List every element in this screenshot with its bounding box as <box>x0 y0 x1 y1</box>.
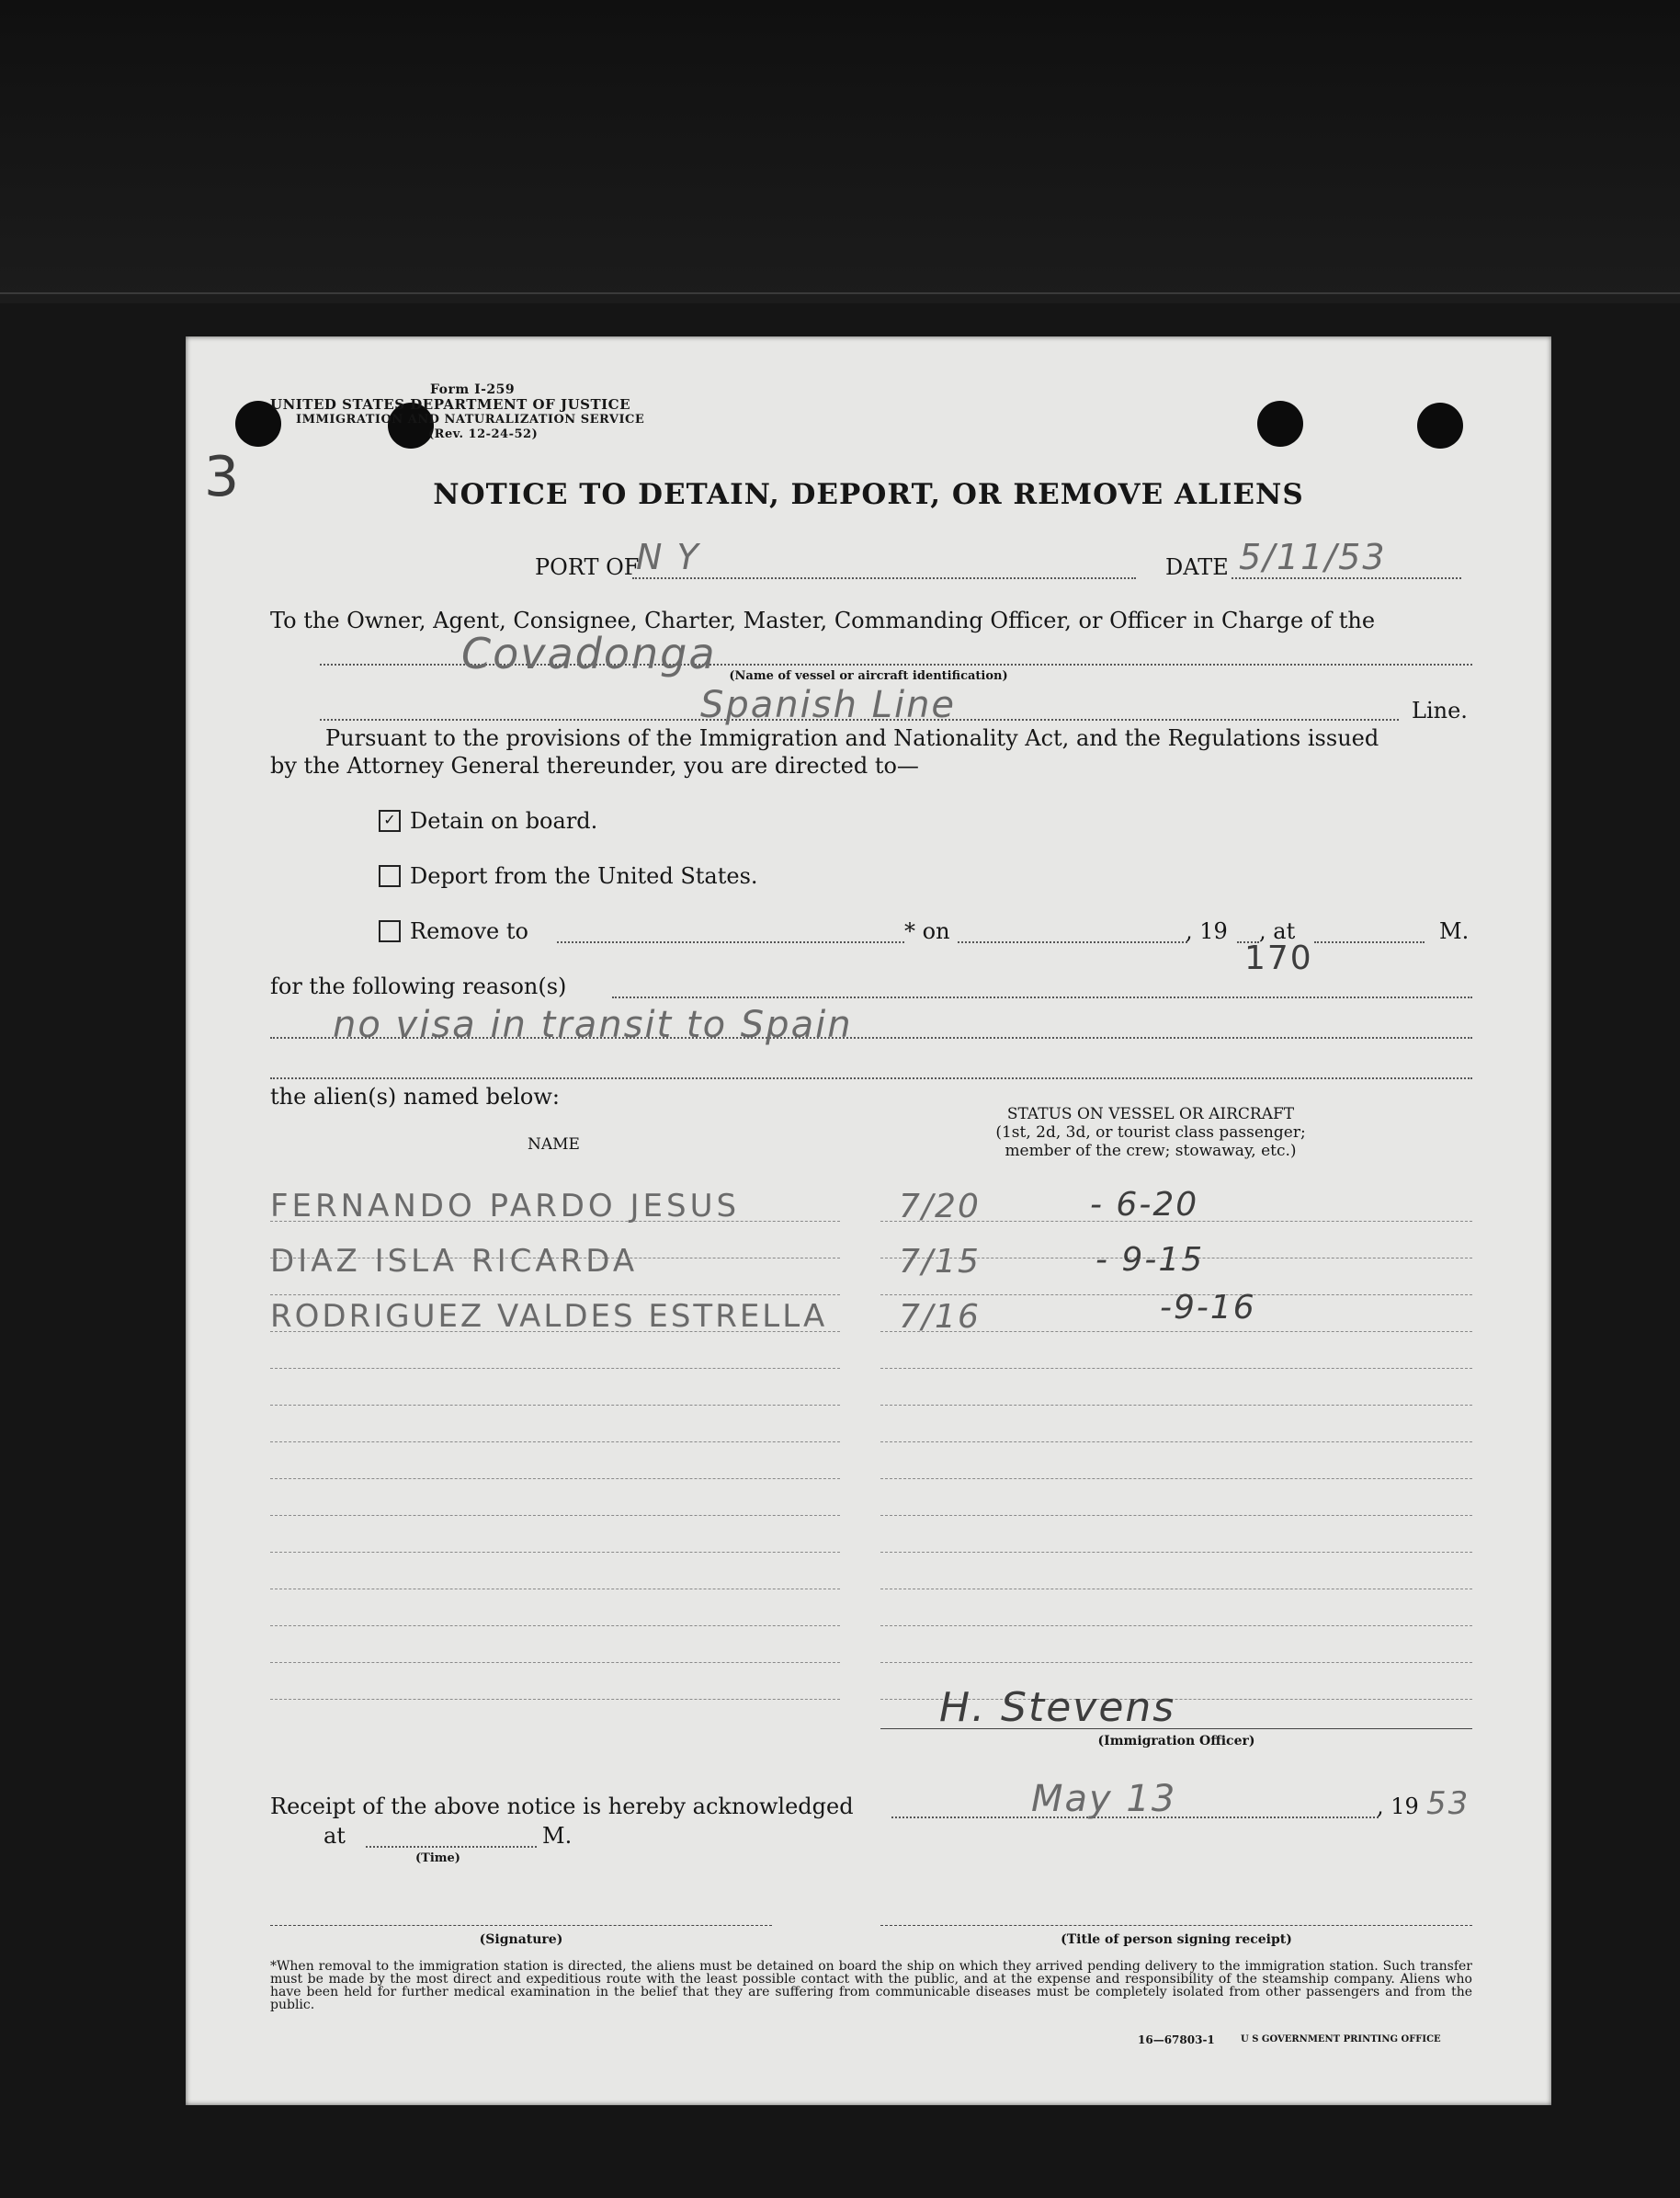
reason-value: no visa in transit to Spain <box>333 1004 853 1046</box>
alien-name-1: FERNANDO PARDO JESUS <box>270 1188 741 1224</box>
footnote: *When removal to the immigration station is directed, the aliens must be detained on board the ship on which they arrived pending delivery to the immigration station. Such transfer must be made by the most direct and expeditious route with the least possible contact with the public, and at the expense and responsibility of the steamship company. Aliens who have been held for further medical examination in the belief that they are suffering from communicable diseases must be completely isolated from other passengers and from the public. <box>270 1959 1472 2012</box>
table-rule <box>270 1405 840 1406</box>
receipt-at-label: at <box>324 1823 346 1849</box>
option-detain-label: Detain on board. <box>410 808 598 834</box>
scan-edge-line <box>0 292 1680 294</box>
option-deport[interactable] <box>379 862 758 890</box>
status-header-line-2: member of the crew; stowaway, etc.) <box>1005 1142 1297 1160</box>
date-label: DATE <box>1165 554 1229 580</box>
receipt-text: Receipt of the above notice is hereby acknowledged <box>270 1794 854 1819</box>
printer-office: U S GOVERNMENT PRINTING OFFICE <box>1241 2034 1441 2044</box>
signature-caption: (Signature) <box>479 1932 563 1947</box>
remove-date-field-line <box>958 941 1187 943</box>
column-name-header: NAME <box>528 1135 580 1154</box>
date-field-line <box>1232 577 1461 579</box>
punch-hole <box>1417 403 1463 449</box>
remove-time-field-line <box>1314 941 1425 943</box>
alien-extra-3: -9-16 <box>1160 1289 1256 1327</box>
alien-name-2: DIAZ ISLA RICARDA <box>270 1243 639 1280</box>
form-page <box>186 336 1551 2105</box>
table-rule <box>880 1625 1472 1626</box>
table-rule <box>880 1515 1472 1516</box>
signature-line <box>270 1925 772 1926</box>
line-value: Spanish Line <box>700 684 957 726</box>
alien-extra-2: - 9-15 <box>1095 1241 1205 1279</box>
option-remove[interactable] <box>379 917 528 945</box>
alien-status-1: 7/20 <box>899 1188 981 1225</box>
time-caption: (Time) <box>415 1851 460 1865</box>
remove-to-field-line <box>557 941 904 943</box>
reason-field-line-1 <box>612 997 1472 998</box>
addressee-text: To the Owner, Agent, Consignee, Charter, Master, Commanding Officer, or Officer in Charge of the <box>270 608 1376 633</box>
remove-m-label: M. <box>1439 918 1470 944</box>
checkbox-detain[interactable]: ✓ <box>379 810 401 832</box>
aliens-label: the alien(s) named below: <box>270 1084 560 1110</box>
table-rule <box>270 1625 840 1626</box>
line-label: Line. <box>1412 698 1468 723</box>
option-detain[interactable] <box>379 807 597 835</box>
remove-year-label: , 19 <box>1186 918 1228 944</box>
reason-label: for the following reason(s) <box>270 974 567 999</box>
alien-name-3: RODRIGUEZ VALDES ESTRELLA <box>270 1298 828 1335</box>
alien-status-3: 7/16 <box>899 1298 981 1336</box>
officer-signature-line <box>880 1728 1472 1729</box>
remove-at-label: , at <box>1259 918 1296 944</box>
punch-hole <box>1257 401 1303 447</box>
title-caption: (Title of person signing receipt) <box>1061 1932 1292 1947</box>
port-field-line <box>632 577 1136 579</box>
table-rule <box>270 1441 840 1442</box>
remove-on-label: * on <box>904 918 950 944</box>
title-signing-line <box>880 1925 1472 1926</box>
alien-extra-1: - 6-20 <box>1090 1186 1199 1224</box>
column-status-header <box>958 1105 1344 1160</box>
option-deport-label: Deport from the United States. <box>410 863 758 889</box>
service-name: IMMIGRATION AND NATURALIZATION SERVICE <box>296 413 645 427</box>
table-rule <box>270 1699 840 1700</box>
receipt-time-field-line <box>366 1846 537 1848</box>
printer-code: 16—67803-1 <box>1138 2033 1215 2046</box>
table-rule <box>880 1405 1472 1406</box>
table-rule <box>880 1441 1472 1442</box>
pursuant-line-2: by the Attorney General thereunder, you are directed to— <box>270 753 919 779</box>
margin-note: 3 <box>204 445 240 509</box>
checkbox-remove[interactable] <box>379 920 401 942</box>
option-remove-label: Remove to <box>410 918 528 944</box>
vessel-value: Covadonga <box>461 629 717 678</box>
table-rule <box>270 1478 840 1479</box>
table-rule <box>880 1368 1472 1369</box>
status-header-title: STATUS ON VESSEL OR AIRCRAFT <box>1006 1105 1295 1123</box>
receipt-year-label: , 19 <box>1377 1794 1419 1819</box>
receipt-year-value: 53 <box>1426 1785 1470 1822</box>
table-rule <box>270 1368 840 1369</box>
stamp-number: 170 <box>1244 940 1313 977</box>
department-name: UNITED STATES DEPARTMENT OF JUSTICE <box>270 396 631 413</box>
table-rule <box>270 1552 840 1553</box>
receipt-date-value: May 13 <box>1031 1778 1177 1820</box>
table-rule <box>880 1662 1472 1663</box>
port-value: N Y <box>636 537 700 577</box>
form-revision: (Rev. 12-24-52) <box>428 427 539 441</box>
table-rule <box>270 1515 840 1516</box>
table-rule <box>270 1662 840 1663</box>
reason-field-line-3 <box>270 1077 1472 1079</box>
checkbox-deport[interactable] <box>379 865 401 887</box>
scan-background <box>0 0 1680 303</box>
officer-signature: H. Stevens <box>939 1684 1176 1731</box>
table-rule <box>880 1478 1472 1479</box>
port-label: PORT OF <box>535 554 640 580</box>
receipt-m-label: M. <box>542 1823 573 1849</box>
table-rule <box>270 1294 840 1295</box>
table-rule <box>880 1552 1472 1553</box>
status-header-line-1: (1st, 2d, 3d, or tourist class passenger; <box>995 1123 1306 1142</box>
page-title: NOTICE TO DETAIN, DEPORT, OR REMOVE ALIENS <box>433 478 1304 511</box>
pursuant-line-1: Pursuant to the provisions of the Immigration and Nationality Act, and the Regulations issued <box>325 725 1379 751</box>
vessel-caption: (Name of vessel or aircraft identification) <box>729 669 1008 683</box>
alien-status-2: 7/15 <box>899 1243 981 1281</box>
form-number: Form I-259 <box>430 382 516 397</box>
officer-caption: (Immigration Officer) <box>1097 1734 1255 1748</box>
date-value: 5/11/53 <box>1239 537 1387 577</box>
